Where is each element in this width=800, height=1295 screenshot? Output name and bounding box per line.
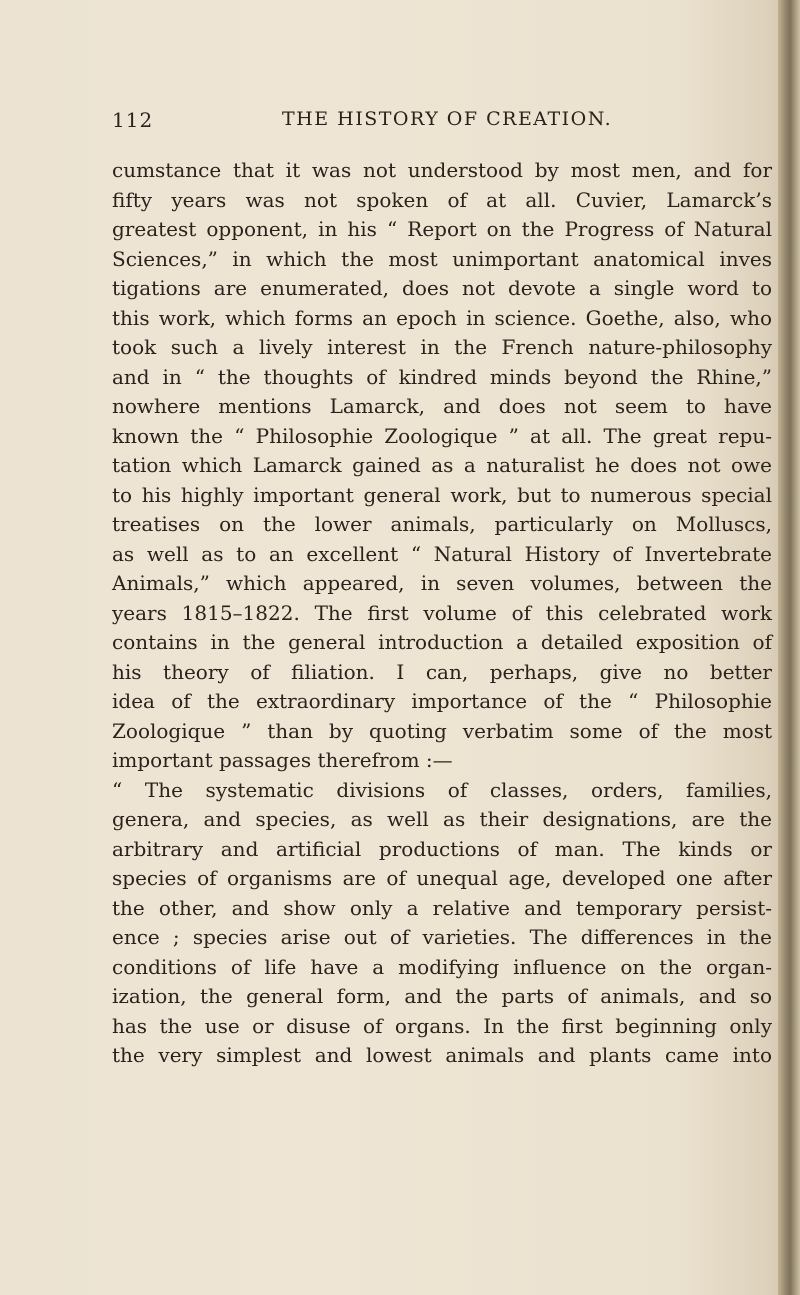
page-edge-shadow: [778, 0, 800, 1295]
page-number: 112: [112, 108, 154, 132]
text-line: fifty years was not spoken of at all. Cuvier, Lamarck’s: [112, 187, 772, 212]
text-line: conditions of life have a modifying influence on the organ-: [112, 954, 772, 979]
text-line: years 1815–1822. The first volume of this celebrated work: [112, 600, 772, 625]
text-line: greatest opponent, in his “ Report on the Progress of Natural: [112, 217, 772, 241]
text-line: cumstance that it was not understood by most men, and for: [112, 158, 772, 182]
text-line: contains in the general introduction a detailed exposition of: [112, 630, 772, 654]
text-line: idea of the extraordinary importance of the “ Philosophie: [112, 689, 772, 713]
text-line: and in “ the thoughts of kindred minds beyond the Rhine,”: [112, 364, 772, 389]
text-line: Zoologique ” than by quoting verbatim some of the most: [112, 718, 772, 743]
text-line: Sciences,” in which the most unimportant anatomical inves: [112, 246, 772, 271]
text-line: genera, and species, as well as their designations, are the: [112, 807, 772, 831]
text-line: known the “ Philosophie Zoologique ” at all. The great repu-: [112, 423, 772, 448]
text-line: Animals,” which appeared, in seven volumes, between the: [112, 571, 772, 595]
text-line: this work, which forms an epoch in science. Goethe, also, who: [112, 305, 772, 330]
text-line: nowhere mentions Lamarck, and does not seem to have: [112, 394, 772, 418]
text-line: the other, and show only a relative and temporary persist-: [112, 895, 772, 920]
text-line: “ The systematic divisions of classes, orders, families,: [112, 777, 772, 802]
running-head: THE HISTORY OF CREATION.: [282, 108, 613, 130]
text-line: ence ; species arise out of varieties. The differences in the: [112, 925, 772, 949]
text-line: tation which Lamarck gained as a naturalist he does not owe: [112, 453, 772, 477]
text-line: important passages therefrom :—: [112, 748, 453, 772]
page-header: [112, 108, 772, 138]
text-line: his theory of filiation. I can, perhaps, give no better: [112, 659, 772, 684]
text-line: the very simplest and lowest animals and plants came into: [112, 1043, 772, 1067]
text-line: has the use or disuse of organs. In the first beginning only: [112, 1013, 772, 1038]
text-line: species of organisms are of unequal age, developed one after: [112, 866, 772, 890]
text-line: tigations are enumerated, does not devote a single word to: [112, 276, 772, 300]
body-text: [112, 156, 772, 1071]
text-line: as well as to an excellent “ Natural History of Invertebrate: [112, 541, 772, 566]
text-line: took such a lively interest in the French nature-philosophy: [112, 335, 772, 359]
text-line: ization, the general form, and the parts of animals, and so: [112, 984, 772, 1008]
text-line: treatises on the lower animals, particularly on Molluscs,: [112, 512, 772, 536]
text-line: arbitrary and artificial productions of man. The kinds or: [112, 836, 772, 861]
text-line: to his highly important general work, but to numerous special: [112, 482, 772, 507]
